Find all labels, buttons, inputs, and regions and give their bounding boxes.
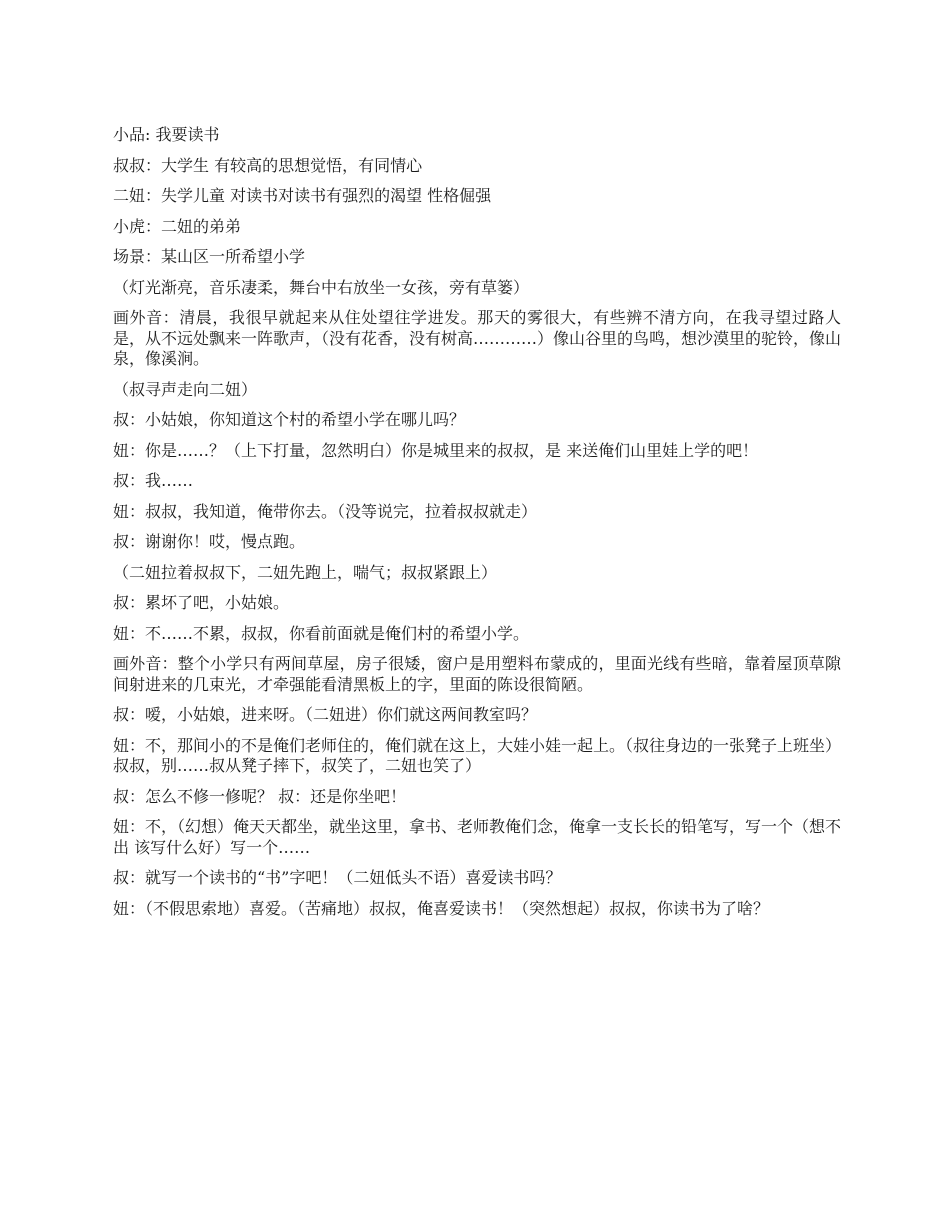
dialogue-line: 叔：怎么不修一修呢？ 叔：还是你坐吧！: [113, 786, 407, 806]
script-title: 小品: 我要读书: [113, 125, 220, 144]
dialogue-line: 叔：我……: [113, 471, 194, 490]
scene-setting: 场景：某山区一所希望小学: [113, 247, 306, 266]
dialogue-line: 叔：累坏了吧，小姑娘。: [113, 593, 290, 612]
character-xiaohu: 小虎：二妞的弟弟: [113, 216, 242, 236]
character-erniu: 二妞：失学儿童 对读书对读书有强烈的渴望 性格倔强: [113, 186, 492, 205]
dialogue-line: 妞：叔叔，我知道，俺带你去。（没等说完，拉着叔叔就走）: [113, 501, 538, 521]
dialogue-line: 妞：不，（幻想）俺天天都坐，就坐这里，拿书、老师教俺们念，俺拿一支长长的铅笔写，写一个（想不出 该写什么好）写一个……: [113, 817, 842, 857]
dialogue-line: 妞：（不假思索地）喜爱。（苦痛地）叔叔，俺喜爱读书！（突然想起）叔叔，你读书为了啥？: [113, 898, 770, 918]
dialogue-line: 叔：就写一个读书的“书”字吧！（二妞低头不语）喜爱读书吗？: [113, 868, 562, 887]
dialogue-line: 妞：不，那间小的不是俺们老师住的，俺们就在这上，大娃小娃一起上。（叔往身边的一张凳子上班坐）叔叔，别……叔从凳子摔下，叔笑了，二妞也笑了）: [113, 735, 842, 775]
dialogue-line: 妞：不……不累，叔叔，你看前面就是俺们村的希望小学。: [113, 623, 530, 643]
voiceover-paragraph: 画外音：整个小学只有两间草屋，房子很矮，窗户是用塑料布蒙成的，里面光线有些暗，靠着屋顶草隙间射进来的几束光，才牵强能看清黑板上的字，里面的陈设很简陋。: [113, 654, 841, 694]
document-body: [113, 125, 841, 929]
character-uncle: 叔叔：大学生 有较高的思想觉悟，有同情心: [113, 155, 423, 175]
dialogue-line: 妞：你是……？（上下打量，忽然明白）你是城里来的叔叔，是 来送俺们山里娃上学的吧！: [113, 440, 759, 460]
dialogue-line: 叔：谢谢你！哎，慢点跑。: [113, 532, 306, 551]
stage-direction: （二妞拉着叔叔下，二妞先跑上，喘气；叔叔紧跟上）: [113, 562, 498, 582]
dialogue-line: 叔：嗳，小姑娘，进来呀。（二妞进）你们就这两间教室吗？: [113, 705, 538, 724]
dialogue-line: 叔：小姑娘，你知道这个村的希望小学在哪儿吗？: [113, 410, 466, 429]
voiceover-paragraph: 画外音：清晨，我很早就起来从住处望往学进发。那天的雾很大，有些辨不清方向，在我寻望过路人是，从不远处飘来一阵歌声，（没有花香，没有树高…………）像山谷里的鸟鸣，想沙漠里的驼铃，像山泉，像溪涧。: [113, 308, 842, 368]
stage-direction: （灯光渐亮，音乐凄柔，舞台中右放坐一女孩，旁有草篓）: [113, 277, 530, 297]
stage-direction: （叔寻声走向二妞）: [113, 379, 258, 399]
